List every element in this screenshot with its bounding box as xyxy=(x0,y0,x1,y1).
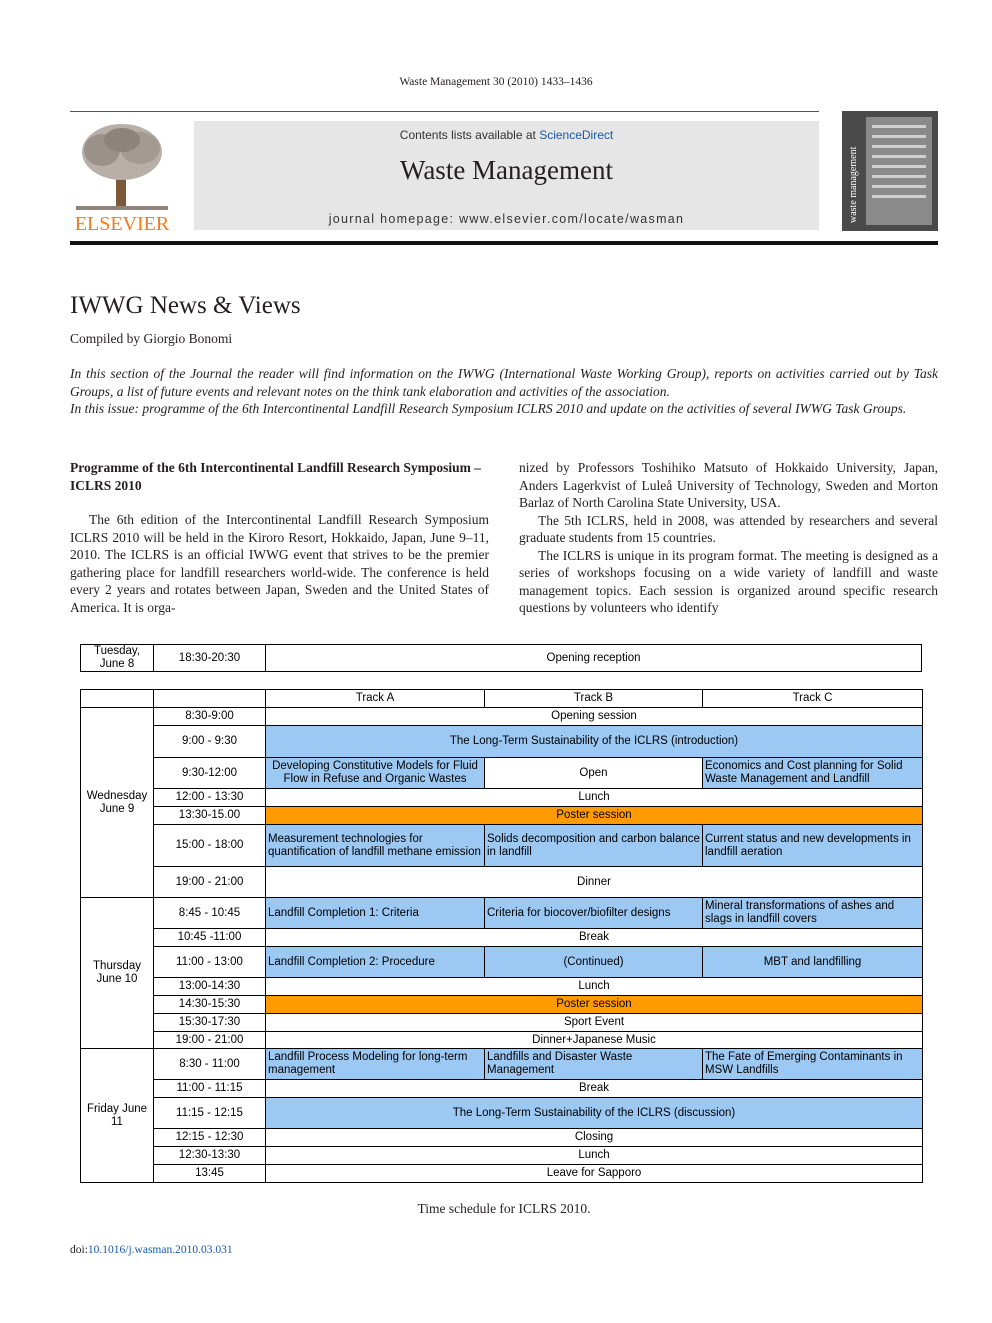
empty-header-cell xyxy=(81,690,154,708)
body-paragraph: The 5th ICLRS, held in 2008, was attended by researchers and several graduate students from 15 countries. xyxy=(519,512,938,545)
body-paragraph: The ICLRS is unique in its program format. The meeting is designed as a series of workshops focusing on a wide variety of landfill and waste management topics. Each session is organized around specific research questions by volunteers who identify xyxy=(519,547,938,615)
doi-line xyxy=(70,1244,233,1256)
track-c-cell: The Fate of Emerging Contaminants in MSW Landfills xyxy=(703,1049,923,1080)
track-b-cell: Criteria for biocover/biofilter designs xyxy=(485,898,703,929)
track-b-cell: (Continued) xyxy=(485,947,703,978)
time-cell: 18:30-20:30 xyxy=(154,645,266,672)
empty-header-cell xyxy=(154,690,266,708)
time-cell: 10:45 -11:00 xyxy=(154,929,266,947)
event-cell: Lunch xyxy=(266,789,923,807)
event-cell: Poster session xyxy=(266,996,923,1014)
event-cell: Opening session xyxy=(266,708,923,726)
event-cell: Leave for Sapporo xyxy=(266,1165,923,1183)
event-cell: Dinner xyxy=(266,867,923,898)
table-header-row xyxy=(81,690,923,708)
table-row xyxy=(81,645,922,672)
table-row xyxy=(81,1080,923,1098)
table-row xyxy=(81,929,923,947)
header-thick-rule xyxy=(70,241,938,245)
day-cell: Tuesday, June 8 xyxy=(81,645,154,672)
time-cell: 9:30-12:00 xyxy=(154,758,266,789)
track-a-cell: Landfill Process Modeling for long-term management xyxy=(266,1049,485,1080)
time-cell: 19:00 - 21:00 xyxy=(154,867,266,898)
time-cell: 13:00-14:30 xyxy=(154,978,266,996)
day-cell: Thursday June 10 xyxy=(81,898,154,1049)
table-row xyxy=(81,708,923,726)
track-c-cell: Current status and new developments in landfill aeration xyxy=(703,825,923,867)
body-paragraph: The 6th edition of the Intercontinental Landfill Research Symposium ICLRS 2010 will be held in the Kiroro Resort, Hokkaido, Japan, June 9–11, 2010. The ICLRS is an official IWWG event that strives to be the premier gathering place for landfill researchers world-wide. The conference is held every 2 years and rotates between Japan, Sweden and the United States of America. It is orga- xyxy=(70,512,489,615)
time-cell: 12:00 - 13:30 xyxy=(154,789,266,807)
track-b-cell: Open xyxy=(485,758,703,789)
track-header: Track A xyxy=(266,690,485,708)
contents-prefix: Contents lists available at xyxy=(399,128,540,142)
time-cell: 9:00 - 9:30 xyxy=(154,726,266,758)
event-cell: The Long-Term Sustainability of the ICLRS (introduction) xyxy=(266,726,923,758)
event-cell: Break xyxy=(266,929,923,947)
elsevier-logo xyxy=(70,120,174,232)
time-cell: 15:00 - 18:00 xyxy=(154,825,266,867)
track-a-cell: Landfill Completion 2: Procedure xyxy=(266,947,485,978)
day-cell: Wednesday June 9 xyxy=(81,708,154,898)
journal-cover xyxy=(842,111,938,231)
track-c-cell: Economics and Cost planning for Solid Waste Management and Landfill xyxy=(703,758,923,789)
doi-prefix: doi: xyxy=(70,1244,88,1256)
body-column-right xyxy=(519,459,938,617)
publisher-wordmark: ELSEVIER xyxy=(74,213,170,232)
track-b-cell: Landfills and Disaster Waste Management xyxy=(485,1049,703,1080)
track-a-cell: Landfill Completion 1: Criteria xyxy=(266,898,485,929)
doi-link[interactable]: 10.1016/j.wasman.2010.03.031 xyxy=(87,1244,233,1256)
table-row xyxy=(81,978,923,996)
event-cell: Closing xyxy=(266,1129,923,1147)
event-cell: Lunch xyxy=(266,978,923,996)
intro-paragraph: In this section of the Journal the reader will find information on the IWWG (International Waste Working Group), reports on activities carried out by Task Groups, a list of future events and relevant notes on the think tank elaboration and activities of the association. xyxy=(70,366,938,399)
track-c-cell: Mineral transformations of ashes and slags in landfill covers xyxy=(703,898,923,929)
track-b-cell: Solids decomposition and carbon balance in landfill xyxy=(485,825,703,867)
table-row xyxy=(81,758,923,789)
table-caption: Time schedule for ICLRS 2010. xyxy=(417,1201,591,1216)
subsection-heading: Programme of the 6th Intercontinental Landfill Research Symposium – ICLRS 2010 xyxy=(70,460,481,493)
sciencedirect-link[interactable]: ScienceDirect xyxy=(539,128,614,142)
table-row xyxy=(81,1165,923,1183)
time-cell: 8:30-9:00 xyxy=(154,708,266,726)
event-cell: The Long-Term Sustainability of the ICLRS (discussion) xyxy=(266,1098,923,1129)
table-row xyxy=(81,1032,923,1049)
time-cell: 11:00 - 13:00 xyxy=(154,947,266,978)
intro-paragraph: In this issue: programme of the 6th Intercontinental Landfill Research Symposium ICLRS 2010 and update on the activities of several IWWG Task Groups. xyxy=(70,401,907,416)
time-cell: 14:30-15:30 xyxy=(154,996,266,1014)
time-cell: 19:00 - 21:00 xyxy=(154,1032,266,1049)
day-cell: Friday June 11 xyxy=(81,1049,154,1183)
table-row xyxy=(81,825,923,867)
table-row xyxy=(81,898,923,929)
table-row xyxy=(81,947,923,978)
body-paragraph: nized by Professors Toshihiko Matsuto of Hokkaido University, Japan, Anders Lagerkvist of Luleå University of Technology, Sweden and Morton Barlaz of North Carolina State University, USA. xyxy=(519,460,938,510)
track-header: Track B xyxy=(485,690,703,708)
cover-thumbnail xyxy=(842,111,938,231)
journal-title: Waste Management xyxy=(400,155,613,185)
table-row xyxy=(81,996,923,1014)
table-row xyxy=(81,1014,923,1032)
table-row xyxy=(81,1098,923,1129)
event-cell: Break xyxy=(266,1080,923,1098)
cover-title: waste management xyxy=(848,146,859,223)
elsevier-tree-icon xyxy=(70,120,174,232)
time-cell: 8:30 - 11:00 xyxy=(154,1049,266,1080)
time-cell: 12:30-13:30 xyxy=(154,1147,266,1165)
track-a-cell: Developing Constitutive Models for Fluid Flow in Refuse and Organic Wastes xyxy=(266,758,485,789)
track-a-cell: Measurement technologies for quantification of landfill methane emission xyxy=(266,825,485,867)
table-row xyxy=(81,807,923,825)
header-rule xyxy=(70,111,819,112)
time-cell: 13:30-15.00 xyxy=(154,807,266,825)
event-cell: Dinner+Japanese Music xyxy=(266,1032,923,1049)
event-cell: Poster session xyxy=(266,807,923,825)
time-cell: 13:45 xyxy=(154,1165,266,1183)
contents-line xyxy=(194,128,819,142)
time-cell: 15:30-17:30 xyxy=(154,1014,266,1032)
table-row xyxy=(81,1147,923,1165)
journal-homepage[interactable]: journal homepage: www.elsevier.com/locate/wasman xyxy=(328,212,685,226)
time-cell: 12:15 - 12:30 xyxy=(154,1129,266,1147)
section-title: IWWG News & Views xyxy=(70,292,301,319)
event-cell: Sport Event xyxy=(266,1014,923,1032)
time-cell: 8:45 - 10:45 xyxy=(154,898,266,929)
journal-banner xyxy=(194,121,819,230)
table-row xyxy=(81,867,923,898)
schedule-table xyxy=(80,689,923,1183)
time-cell: 11:15 - 12:15 xyxy=(154,1098,266,1129)
table-row xyxy=(81,726,923,758)
compiled-by: Compiled by Giorgio Bonomi xyxy=(70,331,233,346)
event-cell: Opening reception xyxy=(266,645,922,672)
schedule-opening-table xyxy=(80,644,922,672)
track-c-cell: MBT and landfilling xyxy=(703,947,923,978)
intro-abstract xyxy=(70,365,938,418)
table-row xyxy=(81,1129,923,1147)
table-row xyxy=(81,1049,923,1080)
table-row xyxy=(81,789,923,807)
event-cell: Lunch xyxy=(266,1147,923,1165)
body-column-left xyxy=(70,459,489,616)
journal-citation: Waste Management 30 (2010) 1433–1436 xyxy=(399,76,593,88)
time-cell: 11:00 - 11:15 xyxy=(154,1080,266,1098)
track-header: Track C xyxy=(703,690,923,708)
